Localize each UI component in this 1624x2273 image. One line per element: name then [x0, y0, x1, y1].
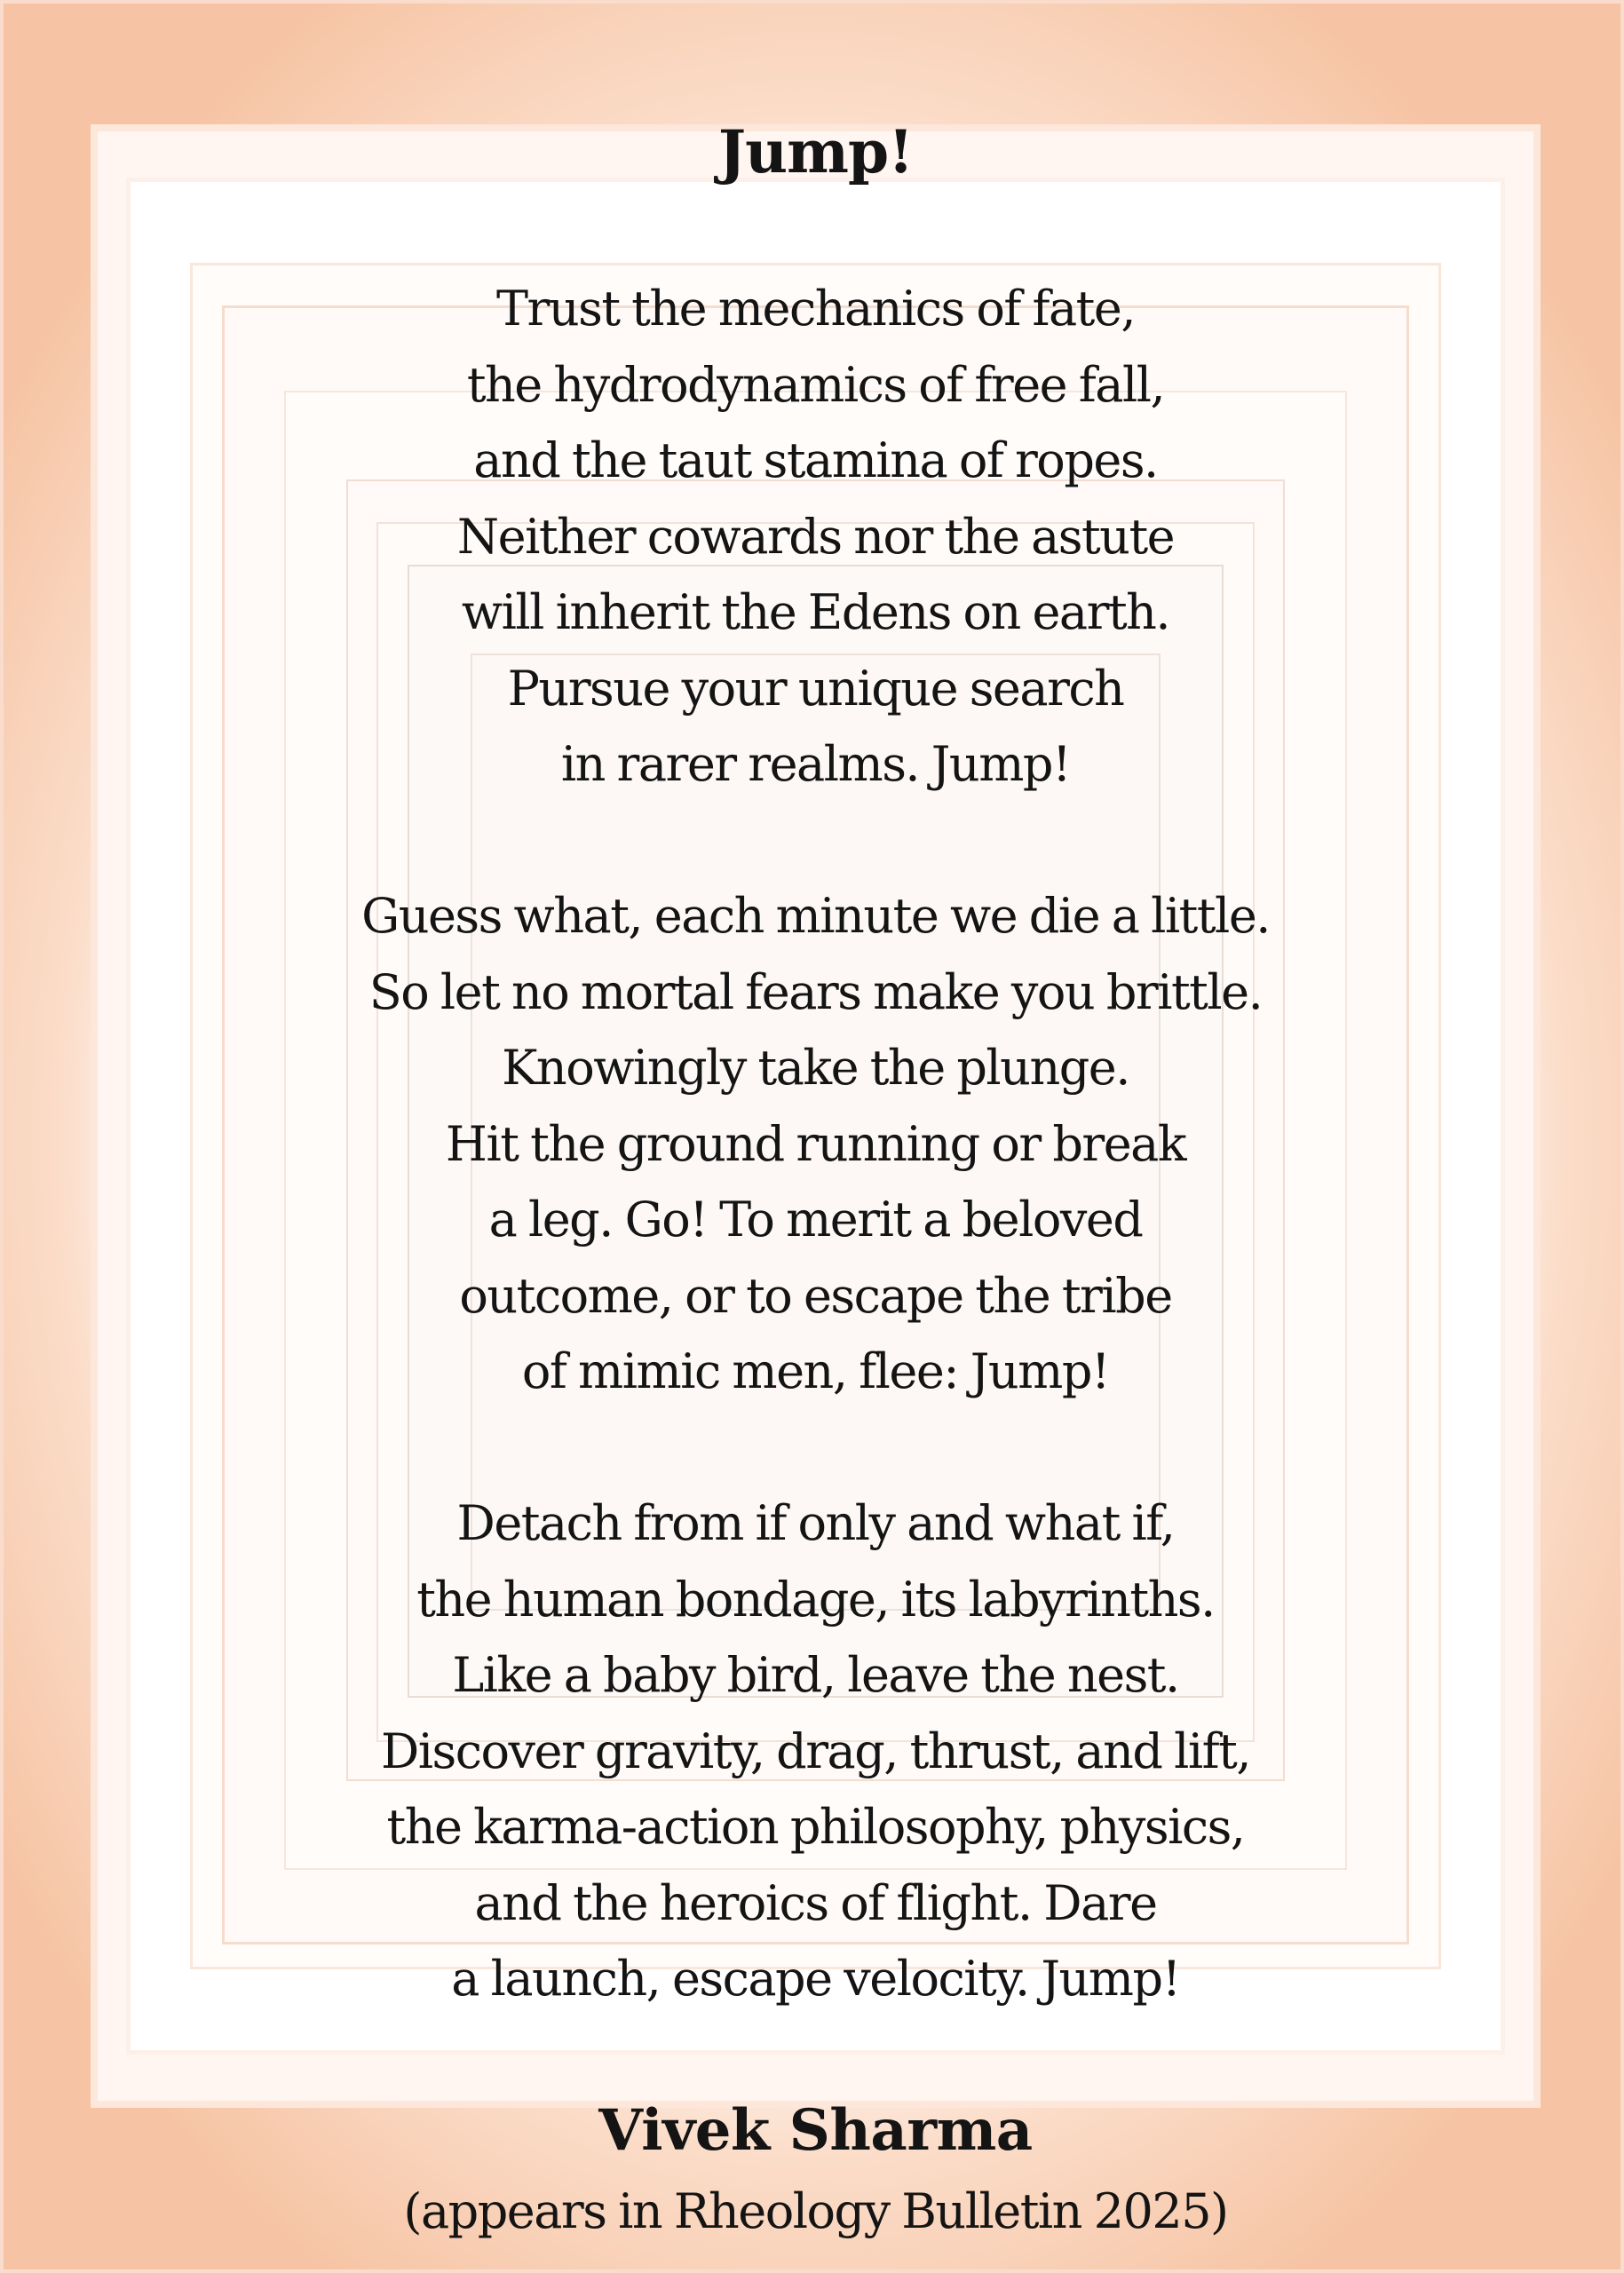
- stanza-break: [4, 1410, 1624, 1486]
- poem-line: Neither cowards nor the astute: [456, 508, 1175, 565]
- poem-line: So let no mortal fears make you brittle.: [368, 963, 1263, 1020]
- poem-title: Jump!: [717, 117, 914, 186]
- poem-line: Detach from if only and what if,: [456, 1495, 1175, 1551]
- poem-line: the human bondage, its labyrinths.: [416, 1571, 1215, 1628]
- poem-line: Trust the mechanics of fate,: [496, 281, 1135, 337]
- stanza-break: [4, 803, 1624, 879]
- poem-line: of mimic men, flee: Jump!: [521, 1343, 1110, 1399]
- poem-line: in rarer realms. Jump!: [560, 736, 1071, 792]
- poem-line: Pursue your unique search: [507, 660, 1124, 717]
- stanza-2: [4, 878, 1624, 1410]
- poem-line: the karma-action philosophy, physics,: [386, 1799, 1245, 1855]
- poem-line: and the taut stamina of ropes.: [473, 432, 1158, 488]
- poem-content: [4, 4, 1624, 2273]
- poem-line: Knowingly take the plunge.: [502, 1040, 1129, 1096]
- poem-body: [4, 271, 1624, 2017]
- poem-line: a leg. Go! To merit a beloved: [488, 1192, 1143, 1247]
- poem-line: the hydrodynamics of free fall,: [466, 356, 1165, 413]
- author-name: Vivek Sharma: [598, 2097, 1033, 2164]
- poem-line: Hit the ground running or break: [445, 1115, 1186, 1172]
- stanza-1: [4, 271, 1624, 803]
- poem-line: will inherit the Edens on earth.: [461, 584, 1170, 640]
- poem-line: Like a baby bird, leave the nest.: [452, 1647, 1179, 1703]
- stanza-3: [4, 1485, 1624, 2017]
- poem-line: outcome, or to escape the tribe: [459, 1267, 1172, 1324]
- poem-line: Discover gravity, drag, thrust, and lift,: [380, 1723, 1251, 1779]
- poem-line: Guess what, each minute we die a little.: [361, 888, 1270, 944]
- poem-line: and the heroics of flight. Dare: [474, 1874, 1157, 1931]
- publication-note: (appears in Rheology Bulletin 2025): [403, 2183, 1228, 2239]
- poem-line: a launch, escape velocity. Jump!: [451, 1951, 1180, 2007]
